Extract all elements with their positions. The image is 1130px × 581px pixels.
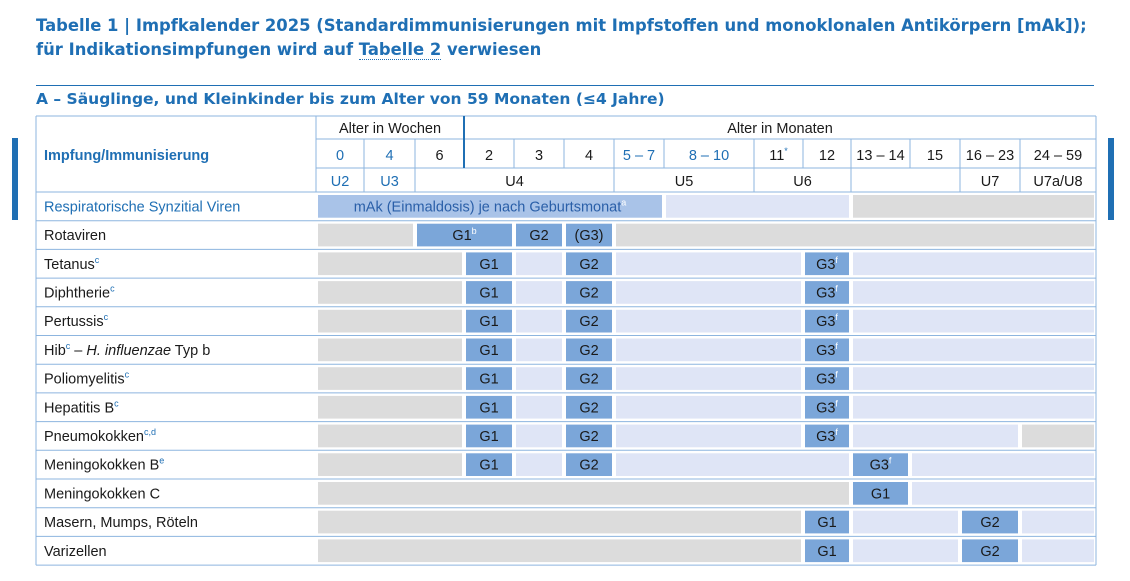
na-cell bbox=[318, 425, 462, 448]
catchup-cell bbox=[616, 396, 801, 419]
catchup-cell bbox=[853, 310, 1094, 333]
dose-label: G1 bbox=[479, 400, 499, 417]
checkup-label: U4 bbox=[505, 174, 524, 190]
header-weeks-label: Alter in Wochen bbox=[338, 121, 442, 137]
age-label: 8 – 10 bbox=[688, 148, 730, 164]
age-label: 15 bbox=[926, 148, 944, 164]
checkup-label: U7a/U8 bbox=[1033, 174, 1083, 190]
vaccine-name: Respiratorische Synzitial Viren bbox=[44, 199, 241, 216]
na-cell bbox=[318, 310, 462, 333]
catchup-cell bbox=[853, 281, 1094, 304]
na-cell bbox=[318, 281, 462, 304]
dose-label: G2 bbox=[579, 428, 599, 445]
rsv-label: mAk (Einmaldosis) je nach Geburtsmonat$^a$ bbox=[353, 197, 627, 216]
catchup-cell bbox=[666, 195, 849, 218]
section-heading: A – Säuglinge, und Kleinkinder bis zum Alter von 59 Monaten (≤4 Jahre) bbox=[36, 90, 665, 108]
catchup-cell bbox=[516, 281, 562, 304]
dose-label: G3$^f$ bbox=[816, 254, 838, 273]
age-label: 11* bbox=[769, 146, 788, 164]
na-cell bbox=[616, 224, 1094, 247]
dose-label: G3$^f$ bbox=[816, 283, 838, 302]
age-label: 5 – 7 bbox=[622, 148, 656, 164]
vaccine-name: Rotaviren bbox=[44, 228, 107, 245]
dose-label: G1 bbox=[479, 428, 499, 445]
na-cell bbox=[853, 195, 1094, 218]
dose-label: G1 bbox=[479, 457, 499, 474]
catchup-cell bbox=[616, 281, 801, 304]
dose-label: G1 bbox=[479, 314, 499, 331]
dose-label: G2 bbox=[579, 400, 599, 417]
dose-label: G2 bbox=[980, 515, 1000, 532]
tabelle-2-link[interactable]: Tabelle 2 bbox=[358, 40, 442, 59]
catchup-cell bbox=[516, 367, 562, 390]
catchup-cell bbox=[1022, 539, 1094, 562]
catchup-cell bbox=[853, 396, 1094, 419]
age-label: 4 bbox=[385, 148, 394, 164]
vaccine-name: Hepatitis $B^c$ bbox=[44, 398, 119, 417]
na-cell bbox=[1022, 425, 1094, 448]
catchup-cell bbox=[912, 482, 1094, 505]
age-label: 13 – 14 bbox=[856, 148, 905, 164]
dose-label: G3$^f$ bbox=[816, 312, 838, 331]
catchup-cell bbox=[516, 252, 562, 275]
dose-label: G1 bbox=[817, 515, 837, 532]
age-label: 12 bbox=[818, 148, 836, 164]
title-line-2-prefix: für Indikationsimpfungen wird auf bbox=[36, 40, 359, 59]
dose-label: G1 bbox=[479, 285, 499, 302]
dose-label: G1 bbox=[479, 342, 499, 359]
age-label: 24 – 59 bbox=[1033, 148, 1083, 164]
na-cell bbox=[318, 367, 462, 390]
dose-label: G3$^f$ bbox=[816, 369, 838, 388]
catchup-cell bbox=[853, 511, 958, 534]
na-cell bbox=[318, 539, 801, 562]
checkup-label: U2 bbox=[330, 174, 350, 190]
age-label: 0 bbox=[335, 148, 345, 164]
checkup-label: U3 bbox=[380, 174, 399, 190]
catchup-cell bbox=[853, 367, 1094, 390]
vaccine-name: Pertussis$^c$ bbox=[44, 312, 109, 331]
checkup-label: U5 bbox=[674, 174, 694, 190]
age-label: 2 bbox=[484, 148, 494, 164]
na-cell bbox=[318, 224, 413, 247]
dose-label: G2 bbox=[579, 457, 599, 474]
dose-label: (G3) bbox=[574, 228, 604, 245]
age-label: 16 – 23 bbox=[965, 148, 1015, 164]
checkup-label: U7 bbox=[980, 174, 1000, 190]
catchup-cell bbox=[616, 453, 849, 476]
dose-label: G2 bbox=[579, 285, 599, 302]
vaccine-name: Varizellen bbox=[44, 543, 107, 560]
dose-label: G2 bbox=[579, 256, 599, 273]
dose-label: G2 bbox=[579, 342, 599, 359]
na-cell bbox=[318, 482, 849, 505]
na-cell bbox=[318, 252, 462, 275]
dose-label: G2 bbox=[980, 543, 1000, 560]
catchup-cell bbox=[853, 252, 1094, 275]
dose-label: G2 bbox=[529, 228, 549, 245]
dose-label: G3$^f$ bbox=[869, 455, 892, 474]
header-row-label: Impfung/Immunisierung bbox=[44, 148, 210, 164]
dose-label: G3$^f$ bbox=[816, 398, 838, 417]
catchup-cell bbox=[853, 425, 1018, 448]
dose-label: G1 bbox=[817, 543, 837, 560]
catchup-cell bbox=[516, 339, 562, 362]
na-cell bbox=[318, 396, 462, 419]
catchup-cell bbox=[912, 453, 1094, 476]
vaccine-name: Meningokokken C bbox=[44, 486, 161, 503]
dose-label: G3$^f$ bbox=[816, 340, 838, 359]
catchup-cell bbox=[516, 310, 562, 333]
catchup-cell bbox=[616, 310, 801, 333]
catchup-cell bbox=[516, 453, 562, 476]
na-cell bbox=[318, 339, 462, 362]
age-label: 6 bbox=[435, 148, 444, 164]
checkup-label: U6 bbox=[793, 174, 812, 190]
na-cell bbox=[318, 511, 801, 534]
na-cell bbox=[318, 453, 462, 476]
catchup-cell bbox=[616, 425, 801, 448]
vaccine-name: Poliomyelitis$^c$ bbox=[44, 369, 130, 388]
catchup-cell bbox=[853, 339, 1094, 362]
title-line-2-suffix: verwiesen bbox=[441, 40, 542, 59]
vaccine-name: Hib$^c$ – H. influenzae Typ b bbox=[44, 340, 211, 359]
age-label: 4 bbox=[584, 148, 594, 164]
dose-label: G1 bbox=[479, 256, 499, 273]
header-months-label: Alter in Monaten bbox=[727, 121, 833, 137]
catchup-cell bbox=[616, 252, 801, 275]
vaccine-name: Pneumokokken$^{c,d}$ bbox=[44, 426, 156, 445]
vaccine-name: Tetanus$^c$ bbox=[44, 254, 100, 273]
dose-label: G3$^f$ bbox=[816, 426, 838, 445]
vaccine-name: Masern, Mumps, Röteln bbox=[44, 515, 198, 532]
vaccine-name: Meningokokken $B^e$ bbox=[44, 455, 165, 474]
catchup-cell bbox=[853, 539, 958, 562]
dose-label: G2 bbox=[579, 314, 599, 331]
dose-label: G1 bbox=[870, 486, 891, 503]
catchup-cell bbox=[1022, 511, 1094, 534]
catchup-cell bbox=[516, 425, 562, 448]
age-label: 3 bbox=[534, 148, 544, 164]
vaccine-name: Diphtherie$^c$ bbox=[44, 283, 115, 302]
title-line-1: Tabelle 1 | Impfkalender 2025 (Standardimmunisierungen mit Impfstoffen und monoklonalen Antikörpern [mAk]); bbox=[36, 16, 1087, 35]
dose-label: G2 bbox=[579, 371, 599, 388]
catchup-cell bbox=[616, 367, 801, 390]
dose-label: G1$^b$ bbox=[452, 226, 477, 245]
catchup-cell bbox=[516, 396, 562, 419]
catchup-cell bbox=[616, 339, 801, 362]
dose-label: G1 bbox=[479, 371, 499, 388]
